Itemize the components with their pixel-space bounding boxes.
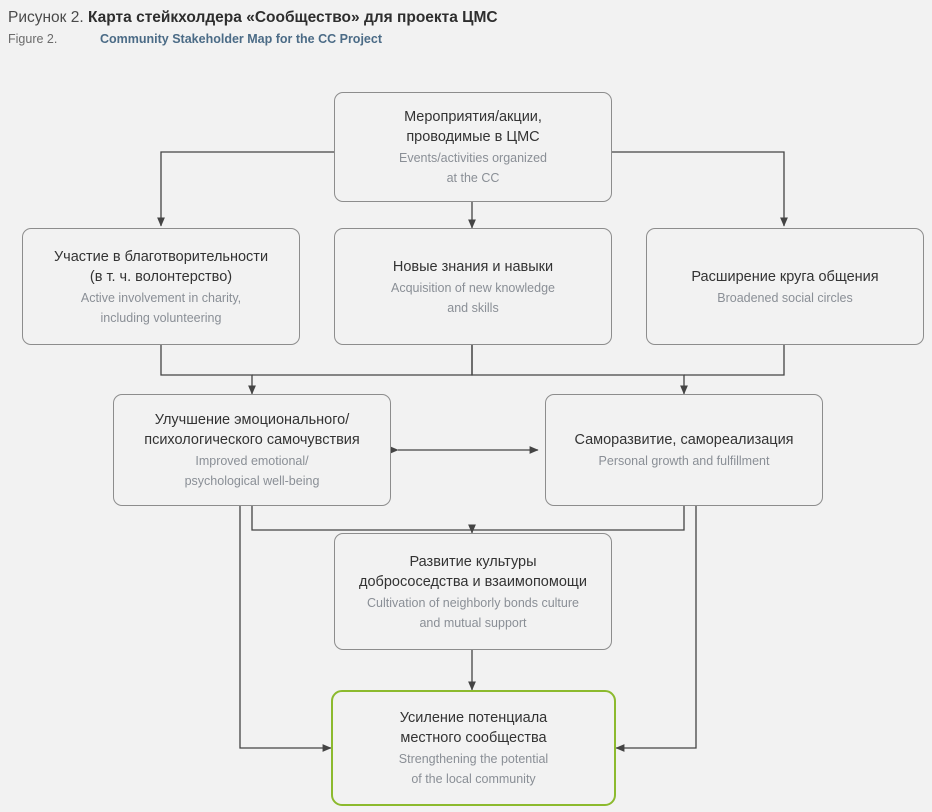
node-knowledge-en-line2: and skills — [447, 300, 499, 315]
node-social-circles — [646, 228, 924, 345]
node-wellbeing-en-line1: Improved emotional/ — [195, 454, 309, 468]
node-knowledge-ru-line1: Новые знания и навыки — [392, 258, 554, 275]
node-neighborly-culture-ru-line1: Развитие культуры — [409, 553, 537, 570]
node-charity — [22, 228, 300, 345]
node-neighborly-culture — [334, 533, 612, 650]
node-personal-growth — [545, 394, 823, 506]
figure-title-ru: Карта стейкхолдера «Сообщество» для проекта ЦМС — [88, 9, 498, 26]
node-personal-growth-ru-line1: Саморазвитие, самореализация — [574, 432, 794, 448]
figure-title-en: Community Stakeholder Map for the CC Project — [100, 32, 382, 46]
node-charity-ru-line2: (в т. ч. волонтерство) — [89, 268, 233, 285]
node-events-en-line2: at the CC — [446, 171, 500, 185]
figure-label-en: Figure 2. — [8, 32, 58, 46]
node-community-potential-en-line1: Strengthening the potential — [398, 752, 549, 766]
node-personal-growth-en-line1: Personal growth and fulfillment — [598, 454, 770, 468]
node-charity-en-line2: including volunteering — [100, 310, 222, 325]
node-charity-en-line1: Active involvement in charity, — [80, 290, 242, 305]
node-community-potential-en-line2: of the local community — [411, 772, 536, 786]
node-wellbeing — [113, 394, 391, 506]
node-social-circles-en-line1: Broadened social circles — [717, 290, 853, 305]
node-wellbeing-ru-line2: психологического самочувствия — [144, 432, 360, 448]
node-knowledge — [334, 228, 612, 345]
node-community-potential — [331, 690, 616, 806]
node-events — [334, 92, 612, 202]
node-wellbeing-en-line2: psychological well-being — [184, 474, 320, 488]
node-neighborly-culture-en-line2: and mutual support — [419, 615, 527, 630]
node-community-potential-ru-line1: Усиление потенциала — [399, 710, 548, 726]
node-neighborly-culture-en-line1: Cultivation of neighborly bonds culture — [367, 595, 579, 610]
node-community-potential-ru-line2: местного сообщества — [400, 730, 547, 746]
figure-label-ru: Рисунок 2. — [8, 9, 84, 26]
node-social-circles-ru-line1: Расширение круга общения — [691, 268, 879, 285]
node-events-en-line1: Events/activities organized — [399, 151, 547, 165]
node-events-ru-line2: проводимые в ЦМС — [406, 129, 540, 145]
node-events-ru-line1: Мероприятия/акции, — [404, 109, 542, 125]
node-knowledge-en-line1: Acquisition of new knowledge — [391, 280, 555, 295]
node-wellbeing-ru-line1: Улучшение эмоционального/ — [154, 412, 350, 428]
node-charity-ru-line1: Участие в благотворительности — [53, 248, 269, 265]
node-neighborly-culture-ru-line2: добрососедства и взаимопомощи — [359, 573, 587, 590]
